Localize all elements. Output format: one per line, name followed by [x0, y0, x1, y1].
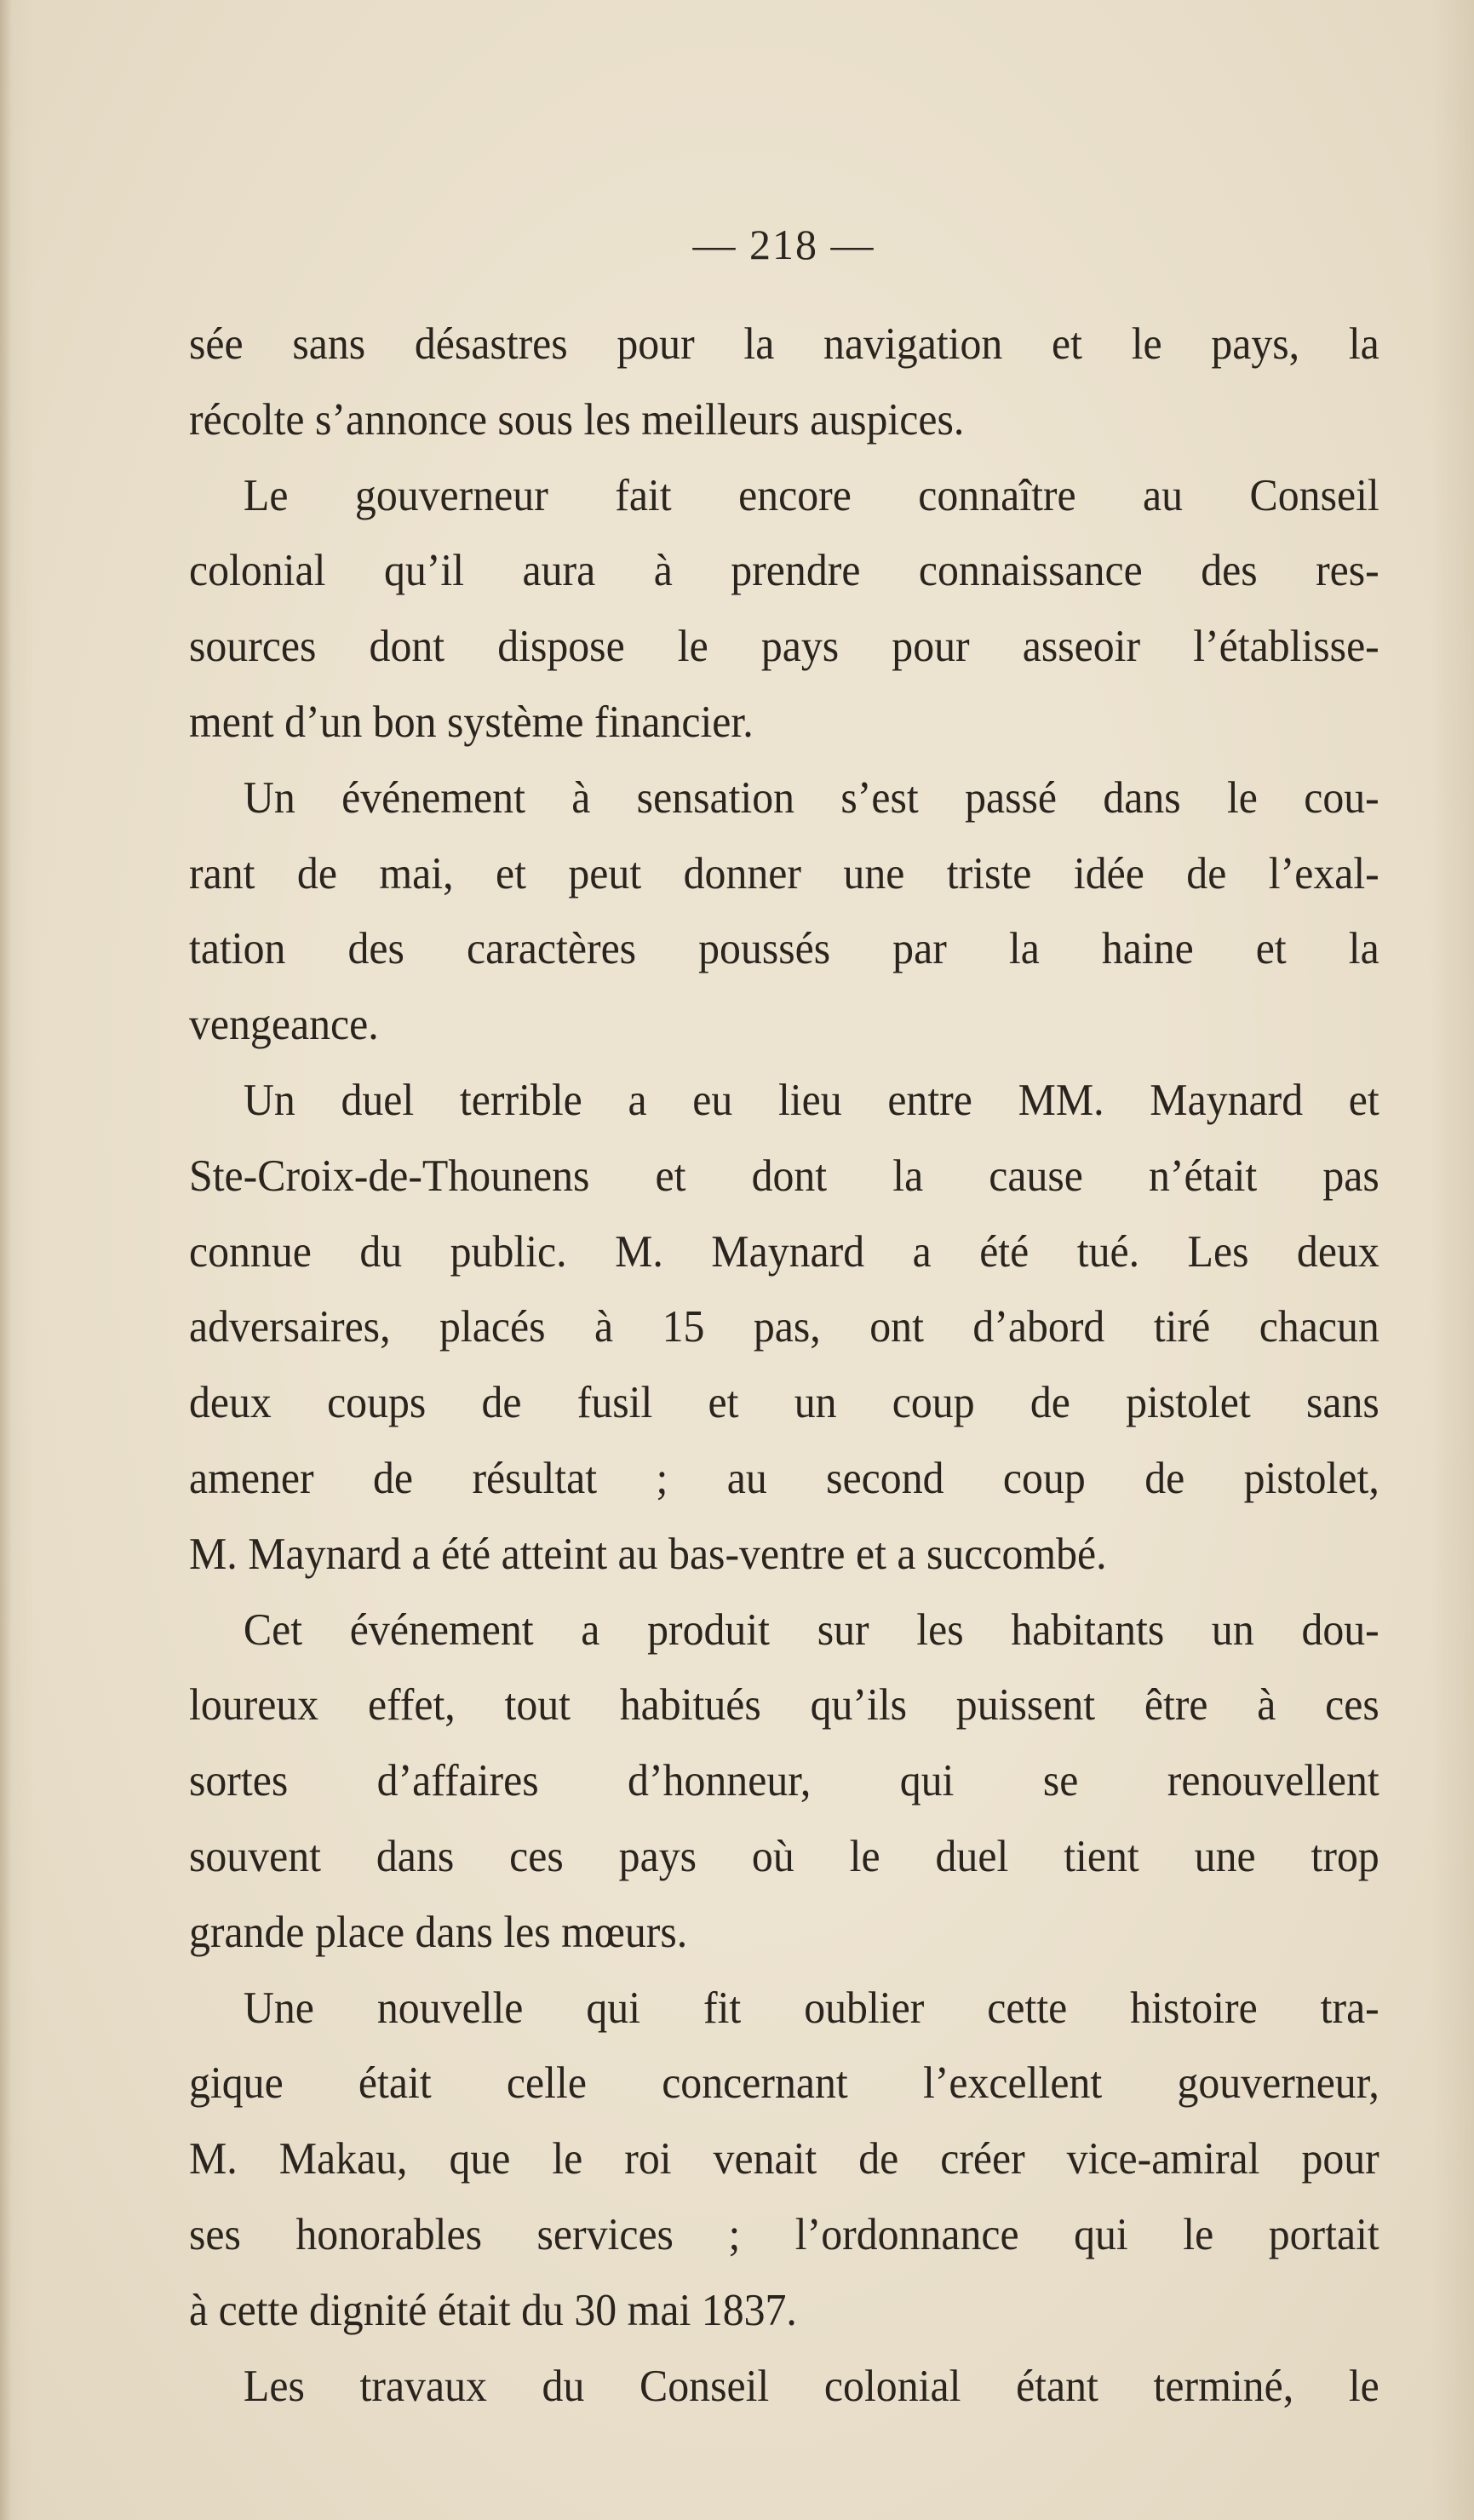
text-line: adversaires, placés à 15 pas, ont d’abord tiré chacun	[189, 1302, 1379, 1352]
text-line: Un duel terrible a eu lieu entre MM. Maynard et	[243, 1075, 1379, 1125]
text-line: Cet événement a produit sur les habitants un dou-	[243, 1604, 1379, 1655]
text-line: Une nouvelle qui fit oublier cette histoire tra-	[243, 1983, 1379, 2033]
page-edge-shadow	[0, 0, 12, 2520]
text-line: connue du public. M. Maynard a été tué. Les deux	[189, 1226, 1379, 1277]
text-line: sée sans désastres pour la navigation et le pays, la	[189, 319, 1379, 369]
text-line: Ste-Croix-de-Thounens et dont la cause n’était pas	[189, 1151, 1379, 1201]
text-line: grande place dans les mœurs.	[189, 1907, 688, 1957]
text-line: colonial qu’il aura à prendre connaissance des res-	[189, 546, 1379, 596]
text-line: M. Maynard a été atteint au bas-ventre et a succombé.	[189, 1529, 1107, 1579]
text-line: deux coups de fusil et un coup de pistolet sans	[189, 1378, 1379, 1428]
text-line: ses honorables services ; l’ordonnance qui le portait	[189, 2209, 1379, 2259]
text-line: M. Makau, que le roi venait de créer vice-amiral pour	[189, 2134, 1379, 2184]
text-line: loureux effet, tout habitués qu’ils puissent être à ces	[189, 1680, 1379, 1731]
text-line: rant de mai, et peut donner une triste idée de l’exal-	[189, 848, 1379, 898]
text-line: ment d’un bon système financier.	[189, 697, 754, 747]
text-line: amener de résultat ; au second coup de pistolet,	[189, 1453, 1379, 1503]
text-line: vengeance.	[189, 1000, 379, 1050]
text-line: tation des caractères poussés par la haine et la	[189, 924, 1379, 974]
page-number: — 218 —	[692, 221, 875, 268]
text-line: Les travaux du Conseil colonial étant terminé, le	[243, 2361, 1379, 2411]
text-line: Le gouverneur fait encore connaître au Conseil	[243, 470, 1379, 520]
text-line: récolte s’annonce sous les meilleurs auspices.	[189, 394, 965, 445]
text-line: souvent dans ces pays où le duel tient une trop	[189, 1831, 1379, 1881]
text-line: à cette dignité était du 30 mai 1837.	[189, 2285, 797, 2335]
body-text	[189, 307, 1379, 2424]
text-line: sources dont dispose le pays pour asseoir l’établisse-	[189, 622, 1379, 672]
text-line: sortes d’affaires d’honneur, qui se renouvellent	[189, 1756, 1379, 1806]
text-line: gique était celle concernant l’excellent gouverneur,	[189, 2058, 1379, 2109]
text-line: Un événement à sensation s’est passé dans le cou-	[243, 772, 1379, 823]
